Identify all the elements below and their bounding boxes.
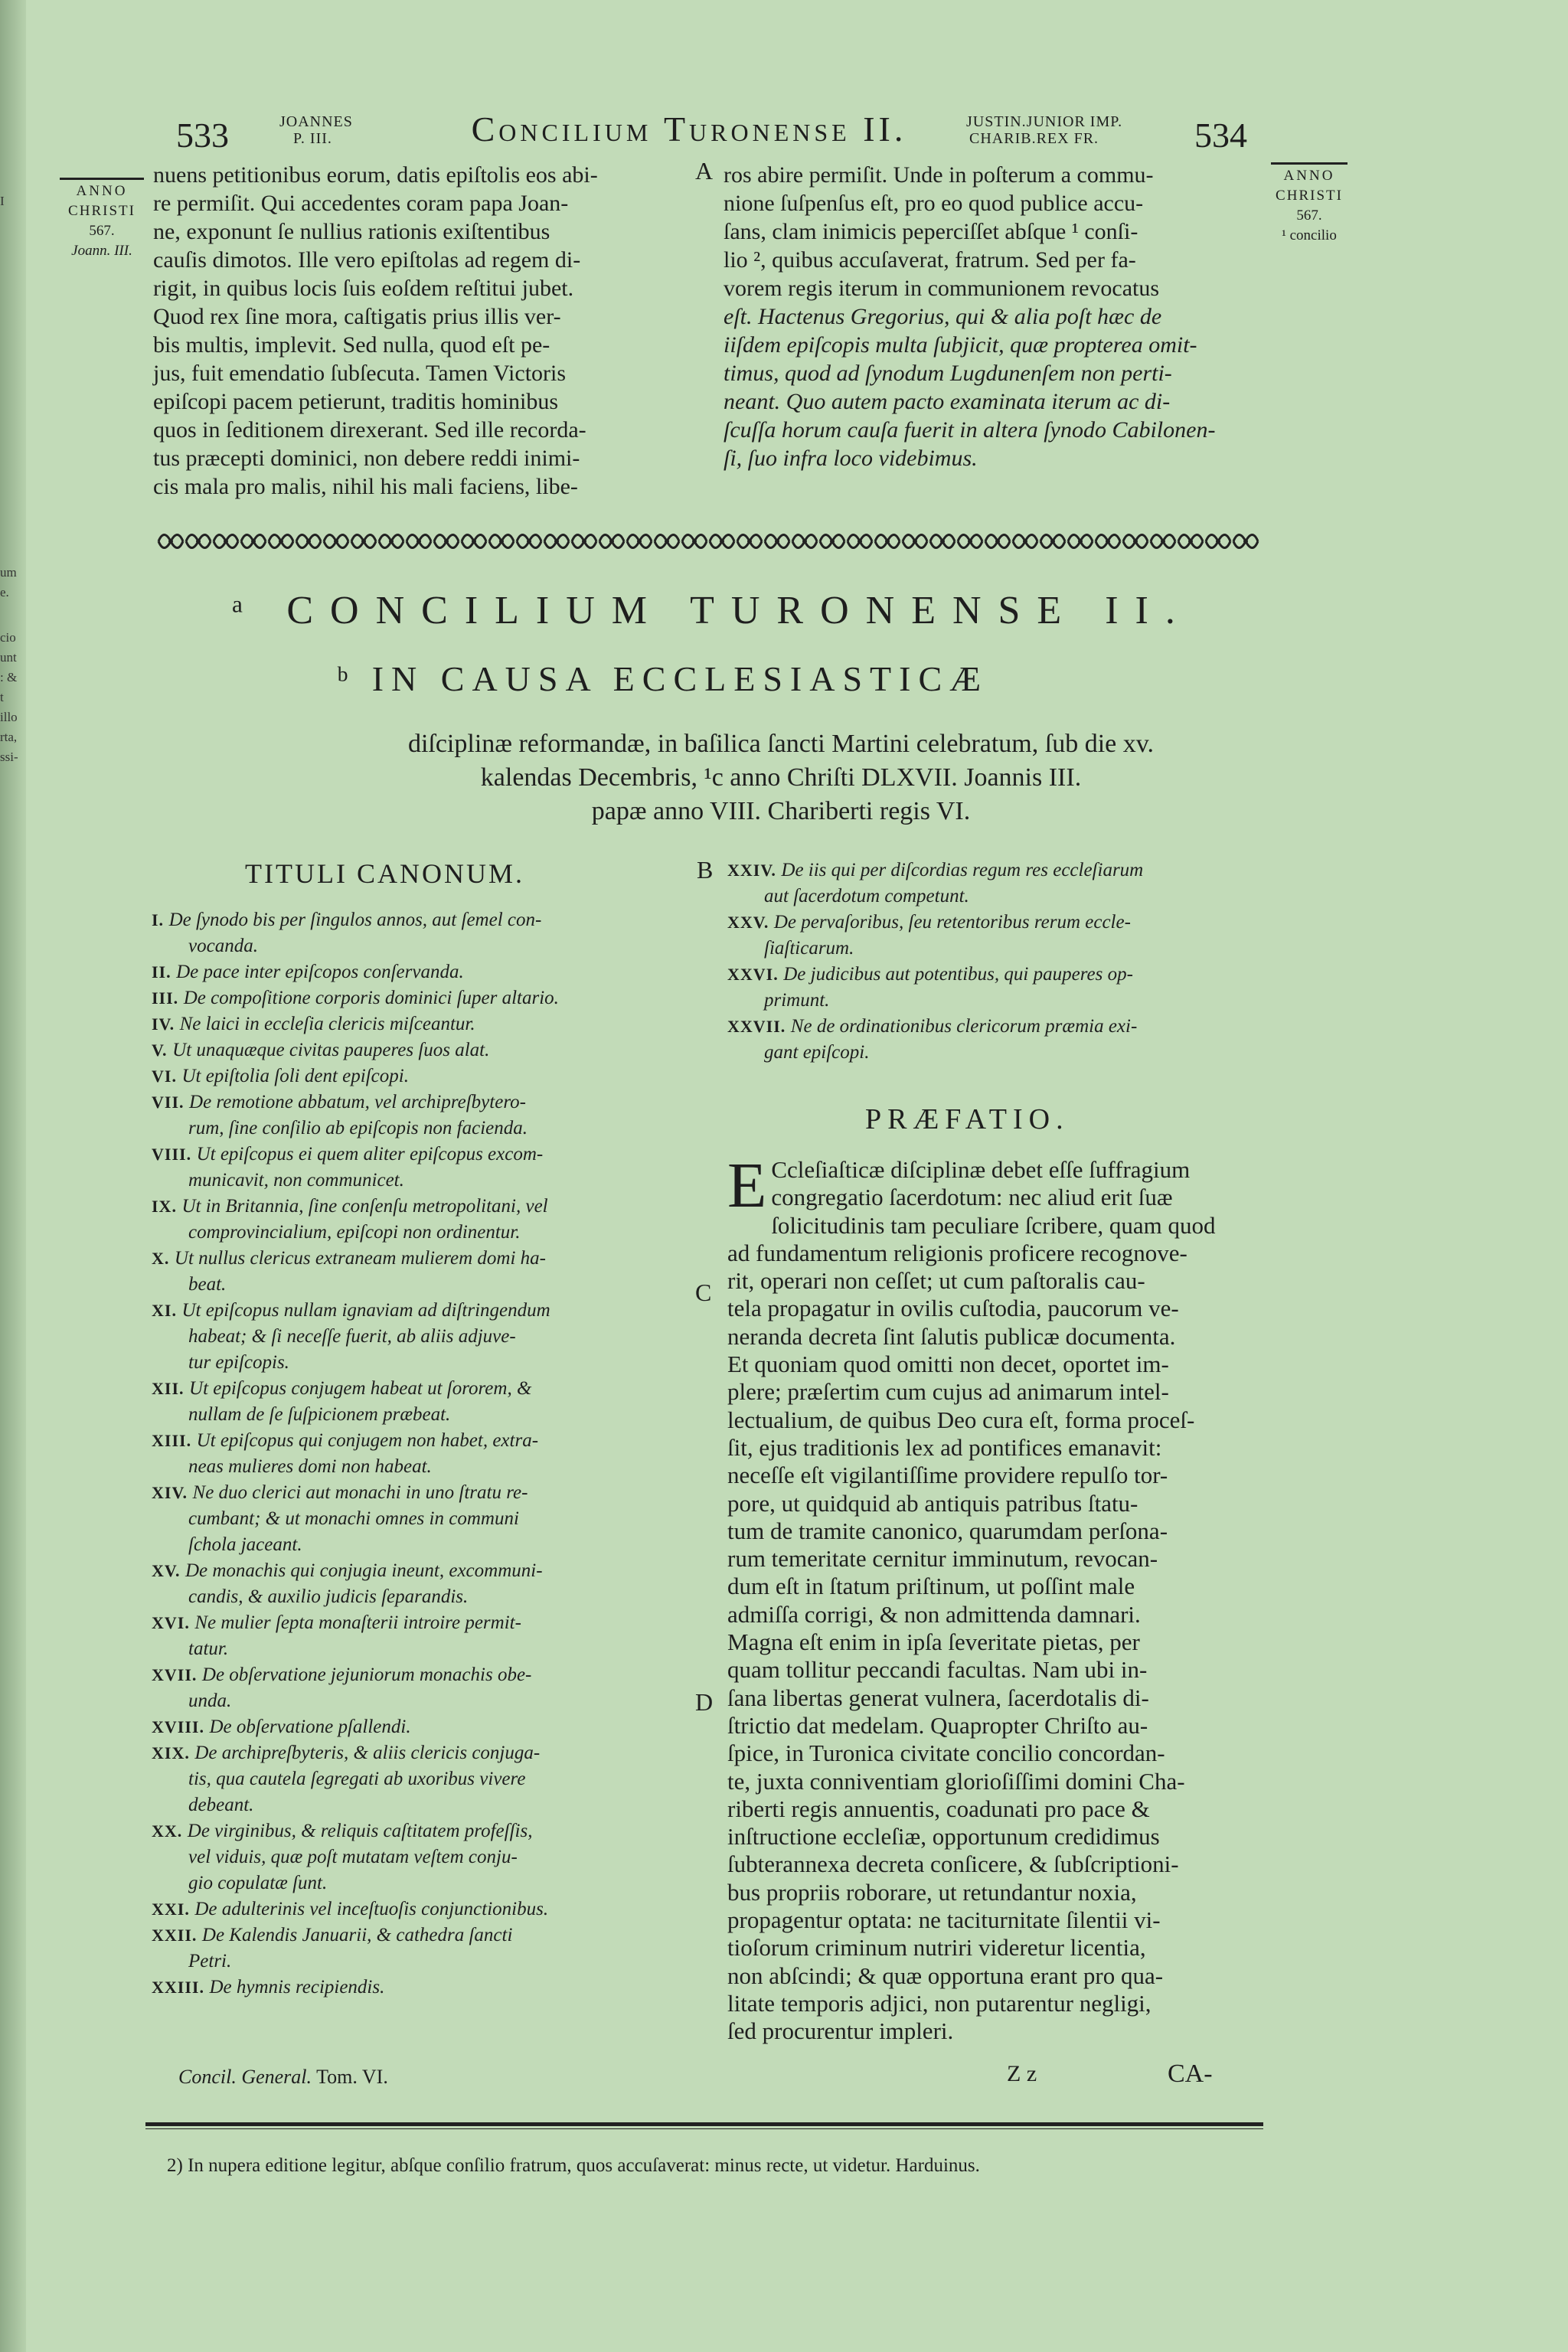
- canon-line: tatur.: [188, 1638, 229, 1659]
- canon-line: [152, 1480, 688, 1506]
- canon-item: [152, 1142, 688, 1194]
- canon-line: [152, 1428, 688, 1454]
- canon-title: Ne laici in eccleſia clericis miſceantur.: [179, 1014, 475, 1034]
- canon-number: IX.: [152, 1197, 182, 1216]
- canon-title: De compoſitione corporis dominici ſuper altario.: [183, 988, 559, 1008]
- canon-line: [727, 910, 1263, 936]
- prefatio-line: Ccleſiaſticæ diſciplinæ debet eſſe ſuffragium: [771, 1156, 1191, 1183]
- canon-number: XXIV.: [727, 861, 782, 880]
- canon-line: ſiaſticarum.: [764, 938, 854, 959]
- text-line: tus præcepti dominici, non debere reddi inimi-: [153, 446, 580, 471]
- gutter-fragments: cio unt : & t illo rta, ssi-: [0, 630, 18, 764]
- canon-item: [152, 1089, 688, 1142]
- canon-line: cumbant; & ut monachi omnes in communi: [188, 1508, 519, 1529]
- prefatio-line: ſana libertas generat vulnera, ſacerdotalis di-: [727, 1684, 1149, 1711]
- text-line: re permiſit. Qui accedentes coram papa Joan-: [153, 191, 569, 216]
- section-letter-c: C: [695, 1279, 712, 1306]
- canon-number: XXII.: [152, 1926, 202, 1945]
- canon-number: XXI.: [152, 1900, 195, 1919]
- section-letter-a: A: [695, 157, 714, 185]
- margin-rule: [60, 178, 144, 180]
- prefatio-line: tioſorum criminum nutriri videretur licentia,: [727, 1934, 1146, 1962]
- canon-line: vel viduis, quæ poſt mutatam veſtem conju-: [188, 1847, 518, 1867]
- canon-title: Ut epiſcopus qui conjugem non habet, extra-: [196, 1430, 539, 1451]
- canon-item: [152, 1662, 688, 1714]
- footnote: 2) In nupera editione legitur, abſque conſilio fratrum, quos accuſaverat: minus recte, ut videtur. Harduinus.: [167, 2155, 980, 2176]
- canon-item: [727, 1014, 1263, 1066]
- canon-item: [727, 858, 1263, 910]
- canon-line: municavit, non communicet.: [188, 1170, 404, 1191]
- prefatio-line: non abſcindi; & quæ opportuna erant pro qua-: [727, 1962, 1164, 1989]
- canon-line: gant epiſcopi.: [764, 1042, 870, 1063]
- canon-title: De ſynodo bis per ſingulos annos, aut ſemel con-: [168, 910, 542, 930]
- header-right-small: JUSTIN.JUNIOR IMP. CHARIB.REX FR.: [966, 113, 1123, 147]
- canon-line: primunt.: [764, 990, 830, 1011]
- canon-line: comprovincialium, epiſcopi non ordinentur.: [188, 1222, 521, 1243]
- canon-item: [152, 1922, 688, 1975]
- canon-item: [152, 959, 688, 985]
- canon-number: XIV.: [152, 1483, 193, 1502]
- canon-number: XIX.: [152, 1743, 195, 1762]
- prefatio-line: tum de tramite canonico, quarumdam perſona-: [727, 1517, 1168, 1544]
- canon-number: XXVI.: [727, 965, 784, 984]
- canon-line: [152, 1063, 688, 1089]
- prefatio-line: ſed procurentur impleri.: [727, 2017, 954, 2045]
- text-line: ſans, clam inimicis peperciſſet abſque ¹ conſi-: [724, 219, 1138, 244]
- canon-title: De obſervatione jejuniorum monachis obe-: [201, 1664, 532, 1685]
- canon-item: [152, 1298, 688, 1376]
- canon-title: Ne de ordinationibus clericorum præmia exi-: [790, 1016, 1138, 1037]
- prefatio-line: Magna eſt enim in ipſa ſeveritate pietas, per: [727, 1628, 1140, 1656]
- running-title: Concilium Turonense II.: [471, 109, 907, 149]
- canon-number: XVIII.: [152, 1717, 210, 1736]
- canon-line: [152, 985, 688, 1011]
- prefatio-line: pore, ut quidquid ab antiquis patribus ſtatu-: [727, 1489, 1138, 1517]
- canon-number: XXIII.: [152, 1978, 210, 1997]
- canon-title: Ut in Britannia, ſine conſenſu metropolitani, vel: [181, 1196, 548, 1217]
- canon-line: rum, ſine conſilio ab epiſcopis non facienda.: [188, 1118, 528, 1138]
- canon-title: De adulterinis vel inceſtuoſis conjunctionibus.: [194, 1899, 549, 1919]
- text-line: quos in ſeditionem direxerant. Sed ille recorda-: [153, 417, 586, 443]
- text-line: cis mala pro malis, nihil his mali faciens, libe-: [153, 474, 578, 499]
- canons-list-right: [727, 858, 1263, 1066]
- canon-line: [152, 1662, 688, 1688]
- title-description: diſciplinæ reformandæ, in baſilica ſancti Martini celebratum, ſub die xv. kalendas Decembris, ¹c anno Chriſti DLXVII. Joannis III. papæ anno VIII. Chariberti regis VI.: [407, 730, 1155, 825]
- canon-number: VIII.: [152, 1145, 197, 1164]
- canon-item: [152, 1975, 688, 2001]
- canon-number: IV.: [152, 1014, 180, 1034]
- canon-item: [152, 1037, 688, 1063]
- canon-item: [152, 1740, 688, 1818]
- canon-line: [152, 1896, 688, 1922]
- prefatio-line: ſubterannexa decreta conſicere, & ſubſcriptioni-: [727, 1851, 1179, 1878]
- text-line: cauſis dimotos. Ille vero epiſtolas ad regem di-: [153, 247, 581, 273]
- canon-title: De judicibus aut potentibus, qui pauperes op-: [783, 964, 1133, 985]
- text-line: ne, exponunt ſe nullius rationis exiſtentibus: [153, 219, 550, 244]
- canon-line: [152, 1818, 688, 1844]
- canon-number: XII.: [152, 1379, 190, 1398]
- canon-number: XVI.: [152, 1613, 195, 1632]
- canon-item: [152, 1011, 688, 1037]
- canon-title: Ut epiſcopus conjugem habeat ut ſororem, &: [189, 1378, 532, 1399]
- canon-title: Ut unaquæque civitas pauperes ſuos alat.: [172, 1040, 490, 1060]
- canon-line: [727, 858, 1263, 884]
- prefatio-line: rit, operari non ceſſet; ut cum paſtoralis cau-: [727, 1267, 1145, 1295]
- text-line: ſcuſſa horum cauſa fuerit in altera ſynodo Cabilonen-: [724, 417, 1216, 443]
- canon-line: unda.: [188, 1690, 232, 1711]
- canon-number: XXV.: [727, 913, 774, 932]
- canon-number: II.: [152, 962, 177, 982]
- text-line: Quod rex ſine mora, caſtigatis prius illis ver-: [153, 304, 561, 329]
- canon-item: [152, 1063, 688, 1089]
- margin-rule: [1271, 162, 1348, 165]
- canon-title: Ut epiſtolia ſoli dent epiſcopi.: [181, 1066, 409, 1086]
- prefatio-line: quam tollitur peccandi facultas. Nam ubi in-: [727, 1656, 1148, 1684]
- canon-line: aut ſacerdotum competunt.: [764, 886, 969, 906]
- prefatio-line: ſpice, in Turonica civitate concilio concordan-: [727, 1740, 1165, 1767]
- prefatio-line: plere; præſertim cum cujus ad animarum intel-: [727, 1378, 1169, 1406]
- right-page-number: 534: [1194, 116, 1247, 155]
- canon-line: [152, 1740, 688, 1766]
- canon-line: [152, 959, 688, 985]
- canon-line: [152, 1610, 688, 1636]
- sheet-signature: Z z: [1007, 2061, 1037, 2086]
- prefatio-lines: [727, 1150, 1259, 2046]
- canon-title: De archipreſbyteris, & aliis clericis conjuga-: [194, 1743, 541, 1763]
- prefatio-heading: PRÆFATIO.: [865, 1103, 1070, 1135]
- canon-title: Ut epiſcopus nullam ignaviam ad diſtringendum: [181, 1300, 550, 1321]
- canon-number: I.: [152, 910, 169, 929]
- canon-item: [152, 1480, 688, 1558]
- canon-item: [152, 1818, 688, 1896]
- canon-line: neas mulieres domi non habeat.: [188, 1456, 432, 1477]
- canon-line: vocanda.: [188, 936, 258, 956]
- top-left-column: [153, 161, 689, 501]
- prefatio-line: congregatio ſacerdotum: nec aliud erit ſuæ: [771, 1184, 1173, 1211]
- binding-gutter: [0, 0, 26, 2352]
- text-line: neant. Quo autem pacto examinata iterum ac di-: [724, 389, 1171, 414]
- canon-title: Ut nullus clericus extraneam mulierem domi ha-: [174, 1248, 546, 1269]
- canon-line: [152, 1246, 688, 1272]
- prefatio-line: ſtrictio dat medelam. Quapropter Chriſto au-: [727, 1711, 1148, 1739]
- prefatio-line: neceſſe eſt vigilantiſſime providere repulſo tor-: [727, 1462, 1168, 1489]
- canon-line: [727, 1014, 1263, 1040]
- canon-line: [152, 1194, 688, 1220]
- volume-signature: Concil. General. Tom. VI.: [178, 2066, 388, 2088]
- canon-item: [152, 1558, 688, 1610]
- canon-item: [152, 985, 688, 1011]
- text-line: lio ², quibus accuſaverat, fratrum. Sed per fa-: [724, 247, 1136, 273]
- canon-number: X.: [152, 1249, 175, 1268]
- canon-title: De virginibus, & reliquis caſtitatem profeſſis,: [187, 1821, 533, 1841]
- top-right-column: [724, 161, 1259, 472]
- section-letter-d: D: [695, 1688, 714, 1716]
- canon-number: VII.: [152, 1093, 190, 1112]
- canon-number: VI.: [152, 1067, 182, 1086]
- text-line: rigit, in quibus locis ſuis eoſdem reſtitui jubet.: [153, 276, 574, 301]
- gutter-top-text: I: [0, 194, 5, 208]
- prefatio-line: te, juxta conniventiam glorioſiſſimi domini Cha-: [727, 1767, 1185, 1795]
- canon-title: Ut epiſcopus ei quem aliter epiſcopus excom-: [196, 1144, 544, 1165]
- canon-number: XVII.: [152, 1665, 202, 1684]
- footnote-rule: [145, 2122, 1263, 2126]
- canon-line: nullam de ſe ſuſpicionem præbeat.: [188, 1404, 451, 1425]
- text-line: nione ſuſpenſus eſt, pro eo quod publice accu-: [724, 191, 1144, 216]
- prefatio-line: propagentur optata: ne taciturnitate ſilentii vi-: [727, 1906, 1161, 1934]
- canon-number: XIII.: [152, 1431, 197, 1450]
- canon-number: XI.: [152, 1301, 182, 1320]
- canon-line: [152, 1037, 688, 1063]
- text-line: jus, fuit emendatio ſubſecuta. Tamen Victoris: [153, 361, 567, 386]
- catchword: CA-: [1168, 2060, 1213, 2088]
- drop-cap: E: [727, 1150, 767, 1221]
- sub-title: ᵇ IN CAUSA ECCLESIASTICÆ: [337, 659, 989, 698]
- header-left-small: JOANNES P. III.: [279, 113, 353, 147]
- footnote-rule-thin: [145, 2128, 1263, 2129]
- canon-line: beat.: [188, 1274, 227, 1295]
- canon-line: [152, 1011, 688, 1037]
- canon-number: XX.: [152, 1821, 188, 1841]
- canon-title: Ne mulier ſepta monaſterii introire permit-: [194, 1612, 521, 1633]
- canon-item: [152, 907, 688, 959]
- canon-item: [727, 910, 1263, 962]
- canon-number: XXVII.: [727, 1017, 791, 1036]
- prefatio-line: rum temeritate cernitur imminutum, revocan-: [727, 1545, 1158, 1573]
- prefatio-line: dum eſt in ſtatum priſtinum, ut poſſint male: [727, 1573, 1135, 1600]
- canon-line: [152, 1376, 688, 1402]
- gutter-mid-text: um e.: [0, 565, 17, 599]
- canon-line: debeant.: [188, 1795, 254, 1815]
- margin-note-left: ANNO CHRISTI 567. Joann. III.: [52, 178, 152, 261]
- prefatio-line: tela propagatur in ovilis cuſtodia, paucorum ve-: [727, 1295, 1179, 1322]
- canon-title: De monachis qui conjugia ineunt, excommuni-: [185, 1560, 543, 1581]
- canon-item: [152, 1376, 688, 1428]
- canon-number: XV.: [152, 1561, 185, 1580]
- canon-number: III.: [152, 988, 184, 1008]
- canon-line: gio copulatæ ſunt.: [188, 1873, 328, 1893]
- canon-line: ſchola jaceant.: [188, 1534, 302, 1555]
- canon-title: Ne duo clerici aut monachi in uno ſtratu re-: [192, 1482, 528, 1503]
- canon-item: [152, 1714, 688, 1740]
- prefatio-line: Et quoniam quod omitti non decet, oportet im-: [727, 1351, 1169, 1378]
- text-line: vorem regis iterum in communionem revocatus: [724, 276, 1160, 301]
- canon-line: habeat; & ſi neceſſe fuerit, ab aliis adjuve-: [188, 1326, 516, 1347]
- ornament-band: [157, 527, 1259, 556]
- canon-title: De iis qui per diſcordias regum res eccleſiarum: [781, 860, 1144, 880]
- main-title: ᵃ CONCILIUM TURONENSE II.: [232, 589, 1192, 632]
- canon-title: De remotione abbatum, vel archipreſbytero-: [189, 1092, 526, 1112]
- canon-line: [152, 1089, 688, 1116]
- left-page-number: 533: [176, 116, 229, 155]
- canon-title: De pervaſoribus, ſeu retentoribus rerum eccle-: [773, 912, 1131, 933]
- text-line: bis multis, implevit. Sed nulla, quod eſt pe-: [153, 332, 550, 358]
- prefatio-line: riberti regis annuentis, coadunati pro pace &: [727, 1795, 1150, 1822]
- text-line: iiſdem epiſcopis multa ſubjicit, quæ propterea omit-: [724, 332, 1197, 358]
- canon-line: [152, 1975, 688, 2001]
- prefatio-line: neranda decreta ſint ſalutis publicæ documenta.: [727, 1322, 1176, 1350]
- canon-line: [152, 1558, 688, 1584]
- canon-item: [152, 1194, 688, 1246]
- prefatio-text: [727, 1150, 1259, 2046]
- canon-line: tis, qua cautela ſegregati ab uxoribus vivere: [188, 1769, 526, 1789]
- section-letter-b: B: [697, 856, 714, 884]
- canon-line: [152, 1142, 688, 1168]
- text-line: epiſcopi pacem petierunt, traditis hominibus: [153, 389, 559, 414]
- canon-line: [152, 907, 688, 933]
- canon-line: [152, 1714, 688, 1740]
- margin-note-right: ANNO CHRISTI 567. ¹ concilio: [1263, 162, 1355, 246]
- canon-title: De pace inter epiſcopos conſervanda.: [176, 962, 464, 982]
- canons-list-left: [152, 907, 688, 2001]
- prefatio-line: inſtructione eccleſiæ, opportunum credidimus: [727, 1823, 1160, 1851]
- canon-item: [727, 962, 1263, 1014]
- canons-heading: TITULI CANONUM.: [245, 858, 524, 889]
- canon-line: tur epiſcopis.: [188, 1352, 289, 1373]
- text-line: ſi, ſuo infra loco videbimus.: [724, 446, 978, 471]
- canon-item: [152, 1610, 688, 1662]
- prefatio-line: admiſſa corrigi, & non admittenda damnari.: [727, 1600, 1141, 1628]
- canon-line: Petri.: [188, 1951, 232, 1971]
- canon-line: [152, 1922, 688, 1949]
- canon-line: [727, 962, 1263, 988]
- prefatio-line: litate temporis adjici, non putarentur negligi,: [727, 1989, 1152, 2017]
- prefatio-line: lectualium, de quibus Deo cura eſt, forma proceſ-: [727, 1406, 1195, 1433]
- text-line: ros abire permiſit. Unde in poſterum a commu-: [724, 162, 1154, 188]
- prefatio-line: ſit, ejus traditionis lex ad pontifices emanavit:: [727, 1433, 1162, 1461]
- canon-item: [152, 1896, 688, 1922]
- canon-line: [152, 1298, 688, 1324]
- text-line: timus, quod ad ſynodum Lugdunenſem non perti-: [724, 361, 1172, 386]
- text-line: eſt. Hactenus Gregorius, qui & alia poſt hæc de: [724, 304, 1162, 329]
- canon-item: [152, 1246, 688, 1298]
- prefatio-line: bus propriis roborare, ut retundantur noxia,: [727, 1878, 1137, 1906]
- text-line: nuens petitionibus eorum, datis epiſtolis eos abi-: [153, 162, 598, 188]
- canon-title: De Kalendis Januarii, & cathedra ſancti: [201, 1925, 513, 1945]
- canon-title: De obſervatione pſallendi.: [209, 1717, 411, 1737]
- prefatio-line: ſolicitudinis tam peculiare ſcribere, quam quod: [771, 1211, 1216, 1239]
- canon-title: De hymnis recipiendis.: [209, 1977, 385, 1998]
- canon-item: [152, 1428, 688, 1480]
- canon-line: candis, & auxilio judicis ſeparandis.: [188, 1586, 469, 1607]
- prefatio-line: ad fundamentum religionis proficere recognove-: [727, 1239, 1187, 1266]
- canon-number: V.: [152, 1040, 173, 1060]
